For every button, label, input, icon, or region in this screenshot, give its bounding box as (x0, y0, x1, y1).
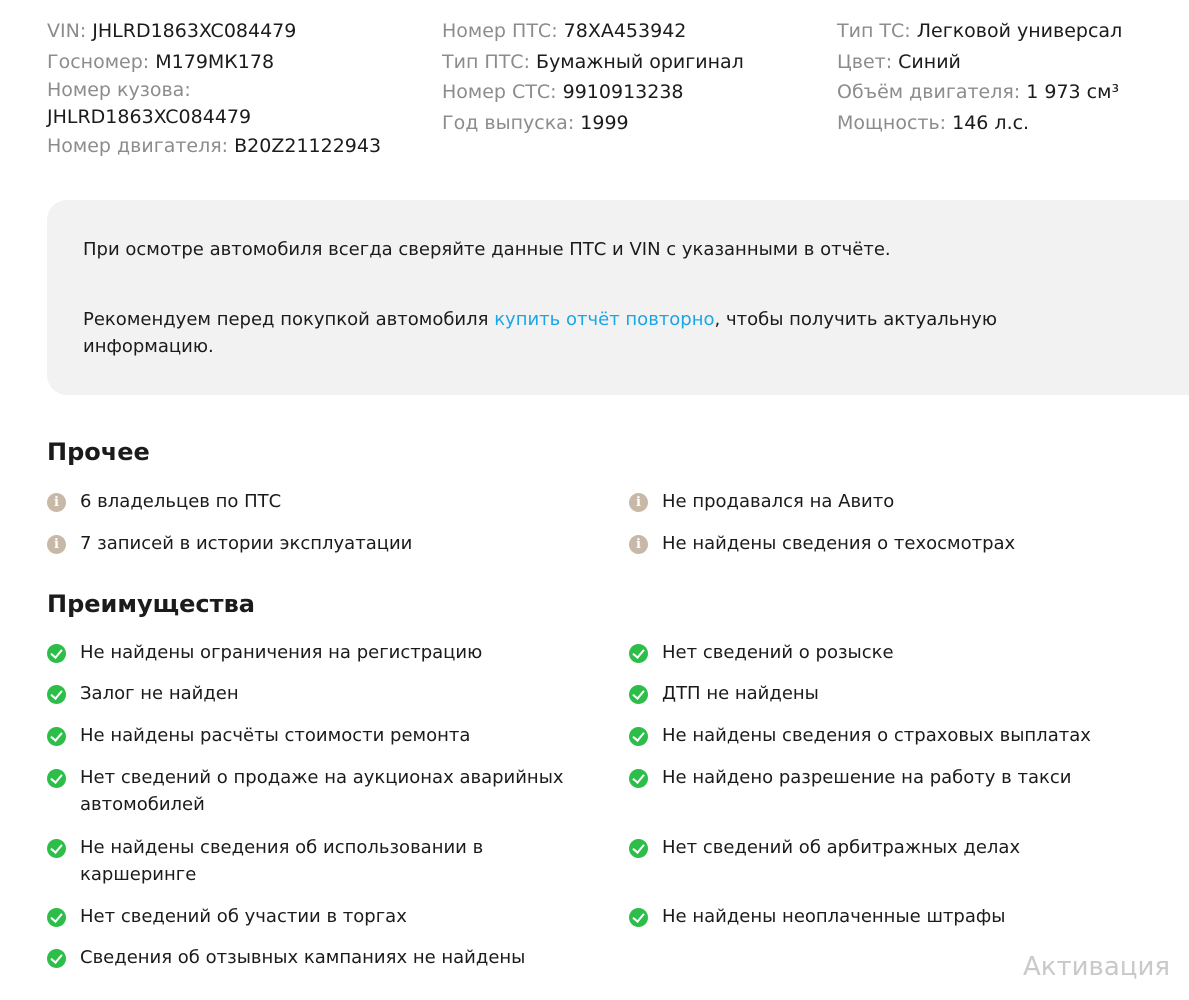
spec-label: Мощность: (837, 111, 947, 134)
spec-label: Номер двигателя: (47, 135, 229, 157)
spec-body-number-value: JHLRD1863XC084479 (47, 106, 252, 128)
spec-label: Номер СТС: (442, 81, 557, 103)
spec-vehicle-type (837, 16, 1182, 47)
spec-sts-number (442, 77, 822, 108)
advantage-item (47, 944, 607, 971)
advantage-item-text: Нет сведений об участии в торгах (80, 906, 407, 927)
check-icon (47, 769, 66, 788)
spec-label: Тип ТС: (837, 20, 911, 42)
spec-value: 9910913238 (562, 81, 684, 103)
spec-label: VIN: (47, 20, 87, 42)
check-icon (629, 727, 648, 746)
other-item (47, 488, 607, 515)
advantage-item (629, 764, 1189, 791)
advantage-item-text: Не найдены неоплаченные штрафы (662, 906, 1006, 927)
check-icon (47, 839, 66, 858)
advantage-item-text: Нет сведений об арбитражных делах (662, 837, 1021, 858)
advantage-item (47, 834, 547, 888)
spec-engine-number (47, 131, 427, 162)
advantage-item-text: Не найдены сведения о страховых выплатах (662, 725, 1091, 746)
notice-text: При осмотре автомобиля всегда сверяйте данные ПТС и VIN с указанными в отчёте. (83, 239, 891, 260)
spec-value: 78ХА453942 (563, 20, 687, 42)
check-icon (47, 727, 66, 746)
advantage-item (629, 680, 1189, 707)
specs-column-1 (47, 16, 427, 162)
spec-value: Легковой универсал (916, 20, 1123, 42)
spec-label: Объём двигателя: (837, 81, 1021, 103)
info-icon (629, 493, 648, 512)
notice-text-after-link: , чтобы получить актуальную информацию. (83, 309, 997, 357)
spec-body-number-label: Номер кузова: (47, 79, 191, 101)
other-item-text: Не продавался на Авито (662, 491, 895, 512)
advantages-section-title: Преимущества (47, 590, 255, 618)
spec-value: 146 л.с. (952, 111, 1030, 134)
spec-engine-volume (837, 77, 1182, 108)
check-icon (47, 644, 66, 663)
check-icon (47, 949, 66, 968)
spec-value: 1 973 см³ (1026, 81, 1120, 103)
spec-power (837, 108, 1182, 139)
advantage-item (47, 764, 617, 818)
activation-watermark: Активация (1023, 952, 1171, 982)
advantage-item (629, 903, 1189, 930)
check-icon (629, 839, 648, 858)
spec-label: Цвет: (837, 50, 893, 73)
spec-color (837, 47, 1182, 78)
spec-value: Синий (898, 50, 961, 73)
advantage-item (629, 722, 1189, 749)
advantage-item (47, 680, 607, 707)
advantage-item (629, 834, 1189, 861)
spec-year (442, 108, 822, 139)
check-icon (629, 685, 648, 704)
spec-pts-number (442, 16, 822, 47)
other-item-text: 6 владельцев по ПТС (80, 491, 282, 512)
other-item (629, 530, 1189, 557)
advantage-item-text: Не найдено разрешение на работу в такси (662, 767, 1072, 788)
advantage-item-text: ДТП не найдены (662, 683, 819, 704)
advantage-item-text: Залог не найден (80, 683, 239, 704)
info-icon (47, 535, 66, 554)
spec-value: B20Z21122943 (234, 135, 382, 157)
spec-value: JHLRD1863XC084479 (92, 20, 297, 42)
inspection-notice (47, 200, 1189, 395)
check-icon (629, 908, 648, 927)
advantage-item-text: Нет сведений о продаже на аукционах аварийных автомобилей (80, 767, 564, 815)
notice-text-before-link: Рекомендуем перед покупкой автомобиля (83, 309, 495, 330)
spec-value: Бумажный оригинал (536, 50, 744, 73)
other-item (47, 530, 607, 557)
advantage-item (629, 639, 1189, 666)
other-item-text: 7 записей в истории эксплуатации (80, 533, 413, 554)
buy-report-again-link[interactable]: купить отчёт повторно (494, 309, 715, 330)
advantage-item-text: Не найдены сведения об использовании в каршеринге (80, 837, 484, 885)
advantage-item-text: Не найдены ограничения на регистрацию (80, 642, 483, 663)
vehicle-specs (47, 16, 1177, 166)
specs-column-3 (837, 16, 1182, 138)
other-item-text: Не найдены сведения о техосмотрах (662, 533, 1016, 554)
specs-column-2 (442, 16, 822, 138)
notice-recommendation (83, 306, 1073, 360)
spec-label: Номер ПТС: (442, 20, 558, 42)
other-section-title: Прочее (47, 438, 150, 466)
advantage-item (47, 639, 607, 666)
spec-plate (47, 47, 427, 78)
spec-value: 1999 (580, 111, 629, 134)
advantage-item (47, 903, 607, 930)
advantage-item-text: Сведения об отзывных кампаниях не найдены (80, 947, 526, 968)
check-icon (629, 769, 648, 788)
spec-pts-type (442, 47, 822, 78)
advantage-item-text: Не найдены расчёты стоимости ремонта (80, 725, 471, 746)
info-icon (629, 535, 648, 554)
spec-label: Тип ПТС: (442, 50, 530, 73)
spec-label: Год выпуска: (442, 111, 575, 134)
other-item (629, 488, 1189, 515)
check-icon (47, 908, 66, 927)
check-icon (629, 644, 648, 663)
spec-label: Госномер: (47, 50, 150, 73)
check-icon (47, 685, 66, 704)
spec-value: М179МК178 (155, 50, 275, 73)
info-icon (47, 493, 66, 512)
spec-vin (47, 16, 427, 47)
advantage-item (47, 722, 607, 749)
advantage-item-text: Нет сведений о розыске (662, 642, 894, 663)
